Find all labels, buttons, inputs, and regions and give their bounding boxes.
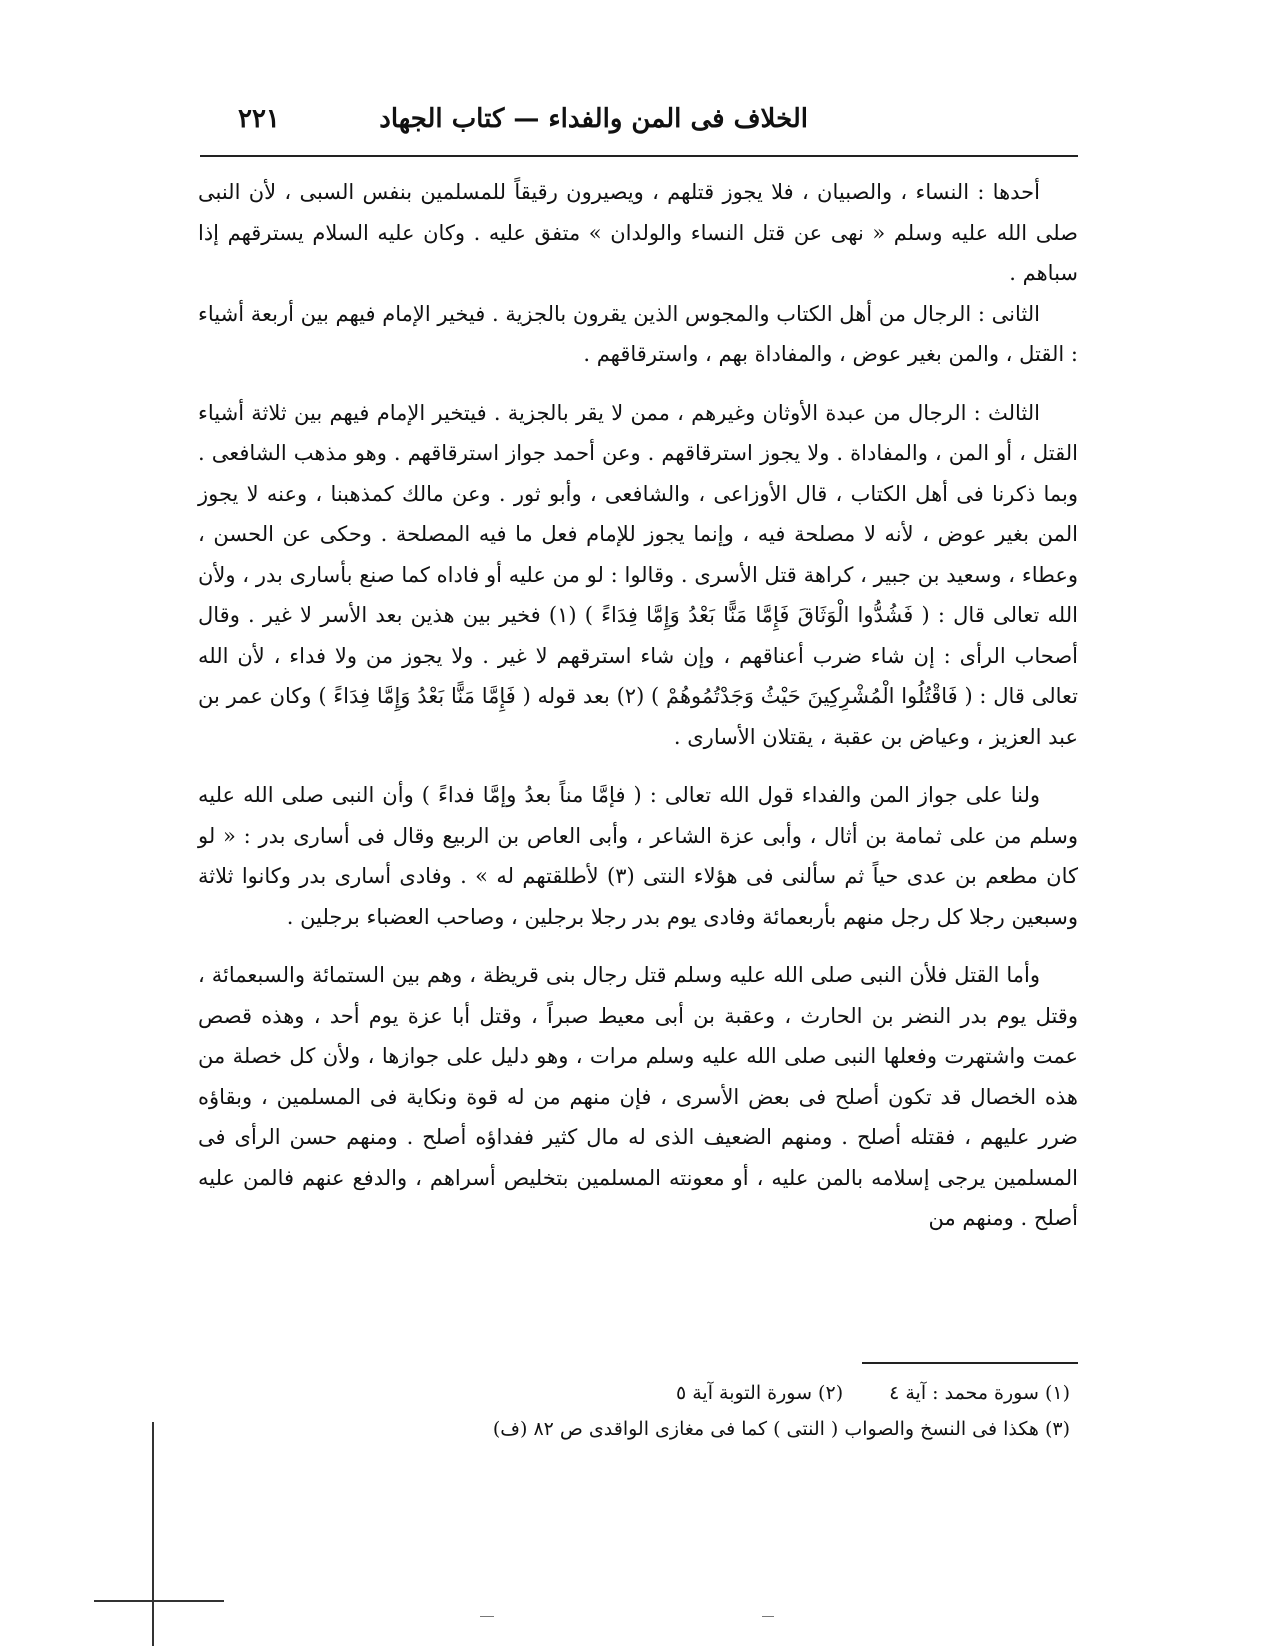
crop-mark-horizontal <box>94 1600 224 1602</box>
footnote-row <box>300 1375 1070 1411</box>
footnote-1: (١) سورة محمد : آية ٤ <box>889 1382 1070 1404</box>
paragraph-2: الثانى : الرجال من أهل الكتاب والمجوس الذين يقرون بالجزية . فيخير الإمام فيهم بين أربعة أشياء : القتل ، والمن بغير عوض ، والمفاداة بهم ، واسترقاقهم . <box>198 301 1078 366</box>
footnotes <box>300 1375 1070 1447</box>
scan-mark <box>480 1616 494 1617</box>
footnote-rule <box>862 1362 1078 1364</box>
footnote-2: (٢) سورة التوبة آية ٥ <box>675 1382 844 1404</box>
body-text <box>198 172 1078 1239</box>
crop-mark-vertical <box>152 1422 154 1646</box>
paragraph-3: الثالث : الرجال من عبدة الأوثان وغيرهم ، ممن لا يقر بالجزية . فيتخير الإمام فيهم بين ثلاثة أشياء القتل ، أو المن ، والمفاداة . ولا يجوز استرقاقهم . وعن أحمد جواز استرقاقهم . وهو مذهب الشافعى . وبما ذكرنا فى أهل الكتاب ، قال الأوزاعى ، والشافعى ، وأبو ثور . وعن مالك كمذهبنا ، وعنه لا يجوز المن بغير عوض ، لأنه لا مصلحة فيه ، وإنما يجوز للإمام فعل ما فيه المصلحة . وحكى عن الحسن ، وعطاء ، وسعيد بن جبير ، كراهة قتل الأسرى . وقالوا : لو من عليه أو فاداه كما صنع بأسارى بدر ، ولأن الله تعالى قال : ( فَشُدُّوا الْوَثَاقَ فَإِمَّا مَنًّا بَعْدُ وَإِمَّا فِدَاءً ) (١) فخير بين هذين بعد الأسر لا غير . وقال أصحاب الرأى : إن شاء ضرب أعناقهم ، وإن شاء استرقهم لا غير . ولا يجوز من ولا فداء ، لأن الله تعالى قال : ( فَاقْتُلُوا الْمُشْرِكِينَ حَيْثُ وَجَدْتُمُوهُمْ ) (٢) بعد قوله ( فَإِمَّا مَنًّا بَعْدُ وَإِمَّا فِدَاءً ) وكان عمر بن عبد العزيز ، وعياض بن عقبة ، يقتلان الأسارى . <box>198 400 1079 749</box>
paragraph-1: أحدها : النساء ، والصبيان ، فلا يجوز قتلهم ، ويصيرون رقيقاً للمسلمين بنفس السبى ، لأن النبى صلى الله عليه وسلم « نهى عن قتل النساء والولدان » متفق عليه . وكان عليه السلام يسترقهم إذا سباهم . <box>198 180 1078 285</box>
paragraph-4: ولنا على جواز المن والفداء قول الله تعالى : ( فإمَّا مناً بعدُ وإمَّا فداءً ) وأن النبى صلى الله عليه وسلم من على ثمامة بن أثال ، وأبى عزة الشاعر ، وأبى العاص بن الربيع وقال فى أسارى بدر : « لو كان مطعم بن عدى حياً ثم سألنى فى هؤلاء النتى (٣) لأطلقتهم له » . وفادى أسارى بدر وكانوا ثلاثة وسبعين رجلا كل رجل منهم بأربعمائة وفادى يوم بدر رجلا برجلين ، وصاحب العضباء برجلين . <box>198 783 1078 929</box>
footnote-row <box>300 1411 1070 1447</box>
running-header <box>198 98 1078 150</box>
paragraph-5: وأما القتل فلأن النبى صلى الله عليه وسلم قتل رجال بنى قريظة ، وهم بين الستمائة والسبعمائة ، وقتل يوم بدر النضر بن الحارث ، وعقبة بن أبى معيط صبراً ، وقتل أبا عزة يوم أحد ، وهذه قصص عمت واشتهرت وفعلها النبى صلى الله عليه وسلم مرات ، وهو دليل على جوازها ، ولأن كل خصلة من هذه الخصال قد تكون أصلح فى بعض الأسرى ، فإن منهم من له قوة ونكاية فى المسلمين ، وبقاؤه ضرر عليهم ، فقتله أصلح . ومنهم الضعيف الذى له مال كثير ففداؤه أصلح . ومنهم حسن الرأى فى المسلمين يرجى إسلامه بالمن عليه ، أو معونته المسلمين بتخليص أسراهم ، والدفع عنهم فالمن عليه أصلح . ومنهم من <box>198 963 1078 1230</box>
header-rule <box>200 155 1078 157</box>
scan-mark <box>762 1616 774 1617</box>
header-title: الخلاف فى المن والفداء — كتاب الجهاد <box>379 104 808 134</box>
page-number: ٢٢١ <box>238 104 280 134</box>
footnote-3: (٣) هكذا فى النسخ والصواب ( النتى ) كما فى مغازى الواقدى ص ٨٢ (ف) <box>492 1418 1070 1440</box>
